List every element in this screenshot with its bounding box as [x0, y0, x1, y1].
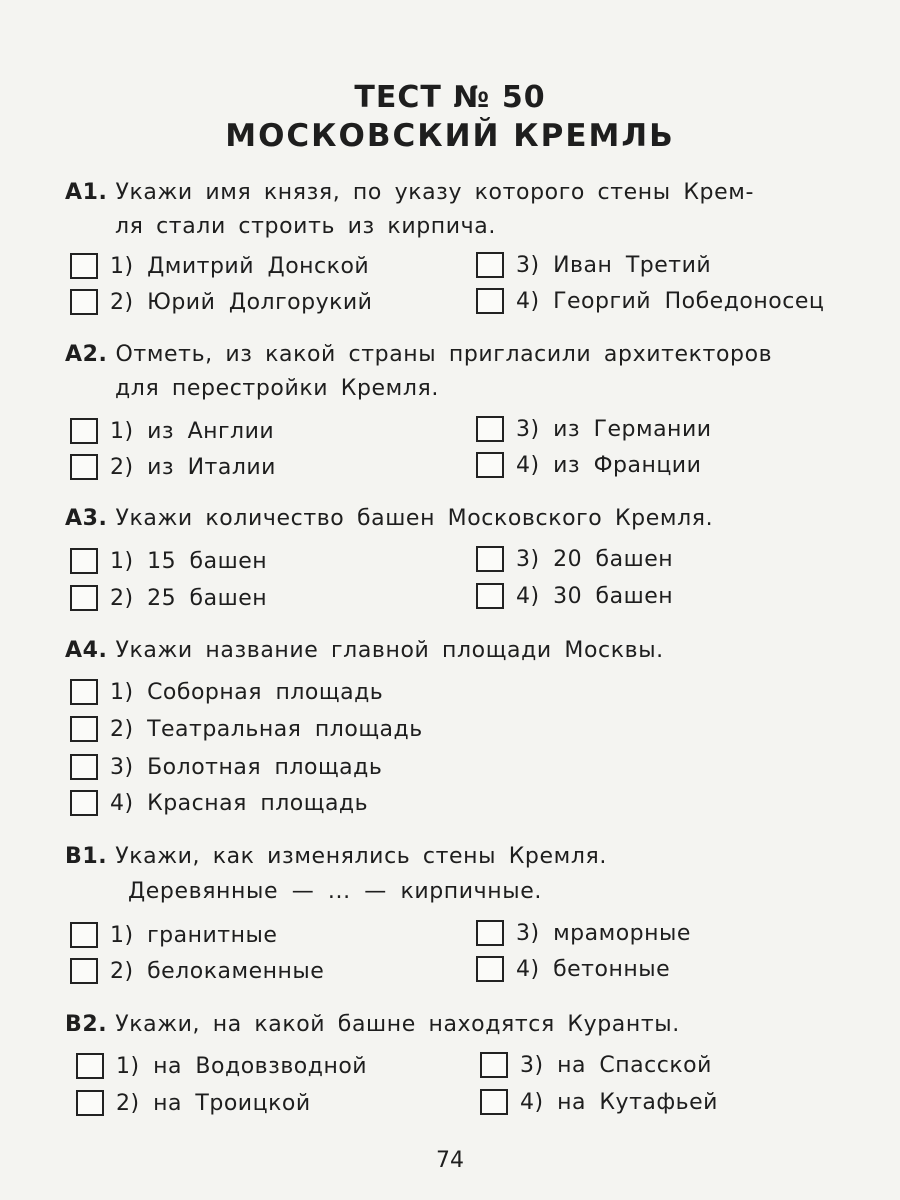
option-label: 3) на Спасской	[520, 1052, 712, 1078]
checkbox[interactable]	[476, 288, 504, 314]
answer-option[interactable]	[476, 954, 670, 984]
answer-option[interactable]	[476, 286, 824, 316]
answer-option[interactable]	[70, 788, 368, 818]
checkbox[interactable]	[70, 454, 98, 480]
answer-option[interactable]	[476, 450, 701, 480]
checkbox[interactable]	[76, 1090, 104, 1116]
question-number: А4.	[65, 638, 108, 663]
checkbox[interactable]	[70, 418, 98, 444]
question-text: Укажи, на какой башне находятся Куранты.	[115, 1012, 680, 1037]
checkbox[interactable]	[476, 546, 504, 572]
checkbox[interactable]	[70, 958, 98, 984]
option-label: 2) Юрий Долгорукий	[110, 289, 373, 315]
answer-option[interactable]	[70, 752, 382, 782]
answer-option[interactable]	[76, 1088, 311, 1118]
question-number: А2.	[65, 342, 108, 367]
answer-option[interactable]	[70, 416, 274, 446]
checkbox[interactable]	[480, 1089, 508, 1115]
answer-option[interactable]	[70, 583, 267, 613]
answer-option[interactable]	[70, 714, 423, 744]
answer-option[interactable]	[476, 918, 691, 948]
option-label: 1) Дмитрий Донской	[110, 253, 370, 279]
question-a2	[65, 338, 855, 406]
option-label: 1) гранитные	[110, 922, 278, 948]
question-number: В1.	[65, 844, 108, 869]
answer-option[interactable]	[70, 251, 369, 281]
option-label: 2) 25 башен	[110, 585, 268, 611]
option-label: 4) Георгий Победоносец	[516, 288, 825, 314]
option-label: 1) Соборная площадь	[110, 679, 384, 705]
answer-option[interactable]	[476, 581, 673, 611]
option-label: 3) Болотная площадь	[110, 754, 383, 780]
answer-option[interactable]	[70, 677, 383, 707]
checkbox[interactable]	[70, 289, 98, 315]
answer-option[interactable]	[480, 1087, 718, 1117]
question-a1	[65, 176, 855, 244]
question-text-continued: ля стали строить из кирпича.	[115, 214, 496, 239]
answer-option[interactable]	[70, 287, 372, 317]
checkbox[interactable]	[476, 583, 504, 609]
checkbox[interactable]	[70, 754, 98, 780]
option-label: 1) из Англии	[110, 418, 275, 444]
option-label: 3) мраморные	[516, 920, 691, 946]
answer-option[interactable]	[70, 920, 277, 950]
checkbox[interactable]	[476, 956, 504, 982]
checkbox[interactable]	[476, 252, 504, 278]
checkbox[interactable]	[70, 253, 98, 279]
checkbox[interactable]	[476, 416, 504, 442]
question-text: Отметь, из какой страны пригласили архитекторов	[115, 342, 773, 367]
option-label: 4) бетонные	[516, 956, 671, 982]
question-number: А3.	[65, 506, 108, 531]
question-a3	[65, 502, 855, 536]
question-text: Укажи имя князя, по указу которого стены Крем-	[115, 180, 754, 205]
checkbox[interactable]	[70, 922, 98, 948]
question-text: Укажи, как изменялись стены Кремля.	[115, 844, 607, 869]
answer-option[interactable]	[70, 546, 267, 576]
checkbox[interactable]	[76, 1053, 104, 1079]
option-label: 4) Красная площадь	[110, 790, 369, 816]
option-label: 3) Иван Третий	[516, 252, 712, 278]
question-b1	[65, 840, 855, 874]
option-label: 1) на Водовзводной	[116, 1053, 368, 1079]
option-label: 3) из Германии	[516, 416, 712, 442]
question-text: Укажи название главной площади Москвы.	[115, 638, 664, 663]
option-label: 2) на Троицкой	[116, 1090, 311, 1116]
question-prompt-sequence: Деревянные — ... — кирпичные.	[128, 879, 542, 904]
page-number: 74	[436, 1148, 464, 1173]
option-label: 4) на Кутафьей	[520, 1089, 718, 1115]
answer-option[interactable]	[480, 1050, 712, 1080]
checkbox[interactable]	[476, 452, 504, 478]
checkbox[interactable]	[70, 679, 98, 705]
checkbox[interactable]	[70, 716, 98, 742]
answer-option[interactable]	[476, 544, 673, 574]
question-a4	[65, 634, 855, 668]
question-b2	[65, 1008, 855, 1042]
option-label: 2) из Италии	[110, 454, 276, 480]
test-title: ТЕСТ № 50	[354, 80, 546, 115]
checkbox[interactable]	[476, 920, 504, 946]
question-text-continued: для перестройки Кремля.	[115, 376, 439, 401]
answer-option[interactable]	[476, 414, 712, 444]
question-number: В2.	[65, 1012, 108, 1037]
answer-option[interactable]	[476, 250, 711, 280]
option-label: 2) белокаменные	[110, 958, 325, 984]
question-text: Укажи количество башен Московского Кремля.	[115, 506, 714, 531]
checkbox[interactable]	[70, 585, 98, 611]
checkbox[interactable]	[70, 790, 98, 816]
checkbox[interactable]	[480, 1052, 508, 1078]
question-number: А1.	[65, 180, 108, 205]
option-label: 1) 15 башен	[110, 548, 268, 574]
answer-option[interactable]	[70, 452, 276, 482]
option-label: 3) 20 башен	[516, 546, 674, 572]
option-label: 2) Театральная площадь	[110, 716, 423, 742]
option-label: 4) из Франции	[516, 452, 702, 478]
answer-option[interactable]	[76, 1051, 367, 1081]
option-label: 4) 30 башен	[516, 583, 674, 609]
test-subject-title: МОСКОВСКИЙ КРЕМЛЬ	[225, 118, 675, 154]
answer-option[interactable]	[70, 956, 324, 986]
checkbox[interactable]	[70, 548, 98, 574]
